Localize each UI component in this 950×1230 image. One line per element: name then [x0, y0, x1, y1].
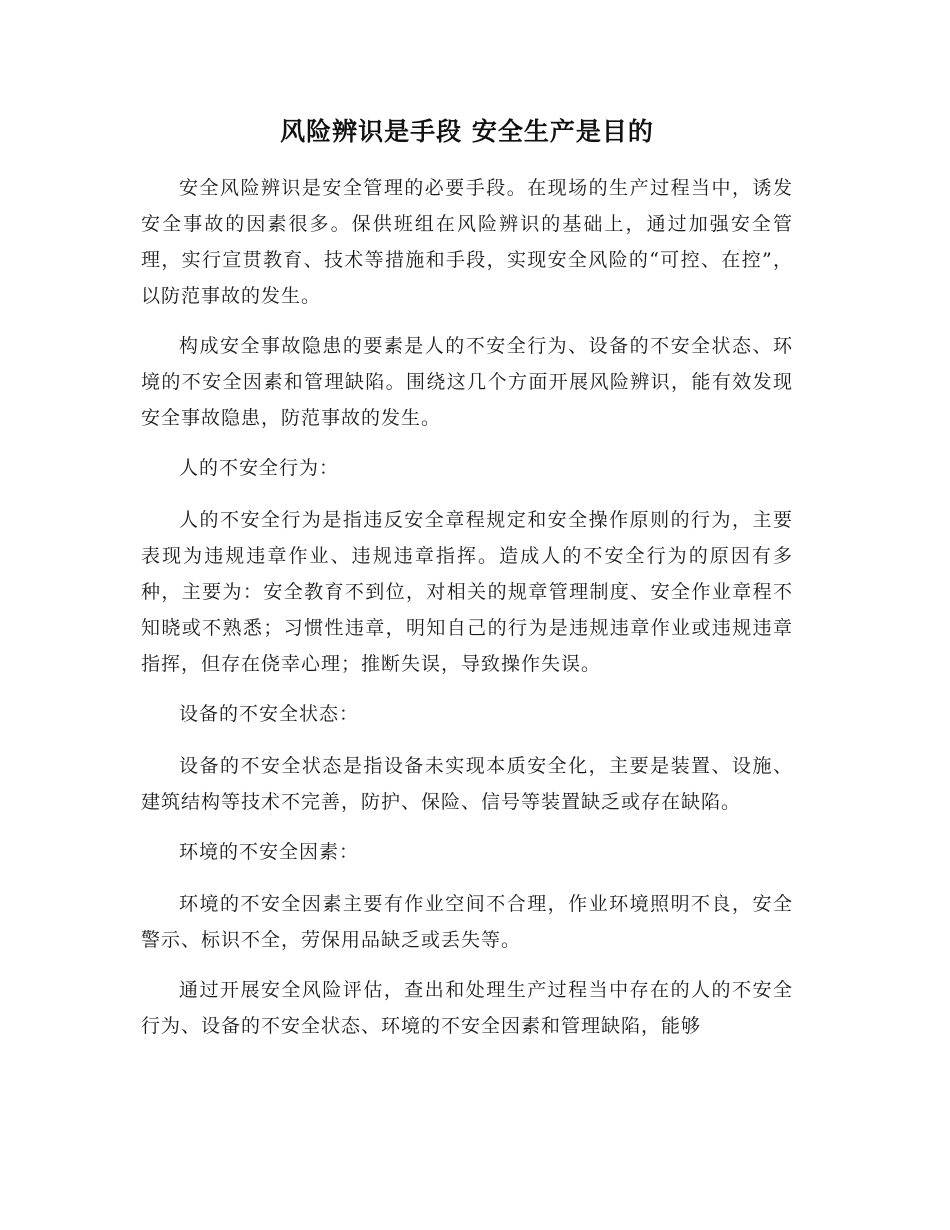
paragraph-hazard-elements: 构成安全事故隐患的要素是人的不安全行为、设备的不安全状态、环境的不安全因素和管理缺陷。围绕这几个方面开展风险辨识，能有效发现安全事故隐患，防范事故的发生。	[141, 335, 793, 429]
section-heading-environment: 环境的不安全因素：	[179, 841, 360, 863]
paragraph-equipment-state: 设备的不安全状态是指设备未实现本质安全化，主要是装置、设施、建筑结构等技术不完善，防护、保险、信号等装置缺乏或存在缺陷。	[141, 755, 793, 813]
section-heading-human-behavior: 人的不安全行为：	[179, 457, 340, 479]
paragraph-environment: 环境的不安全因素主要有作业空间不合理，作业环境照明不良，安全警示、标识不全，劳保用品缺乏或丢失等。	[141, 893, 793, 951]
paragraph-intro: 安全风险辨识是安全管理的必要手段。在现场的生产过程当中，诱发安全事故的因素很多。保供班组在风险辨识的基础上，通过加强安全管理，实行宣贯教育、技术等措施和手段，实现安全风险的“可控、在控”，以防范事故的发生。	[141, 177, 793, 307]
section-heading-equipment-state: 设备的不安全状态：	[179, 703, 360, 725]
document-page	[141, 108, 793, 1058]
document-title: 风险辨识是手段 安全生产是目的	[280, 117, 654, 146]
paragraph-risk-assessment: 通过开展安全风险评估，查出和处理生产过程当中存在的人的不安全行为、设备的不安全状态、环境的不安全因素和管理缺陷，能够	[141, 979, 793, 1037]
paragraph-human-behavior: 人的不安全行为是指违反安全章程规定和安全操作原则的行为，主要表现为违规违章作业、违规违章指挥。造成人的不安全行为的原因有多种，主要为：安全教育不到位，对相关的规章管理制度、安全作业章程不知晓或不熟悉；习惯性违章，明知自己的行为是违规违章作业或违规违章指挥，但存在侥幸心理；推断失误，导致操作失误。	[141, 509, 793, 675]
